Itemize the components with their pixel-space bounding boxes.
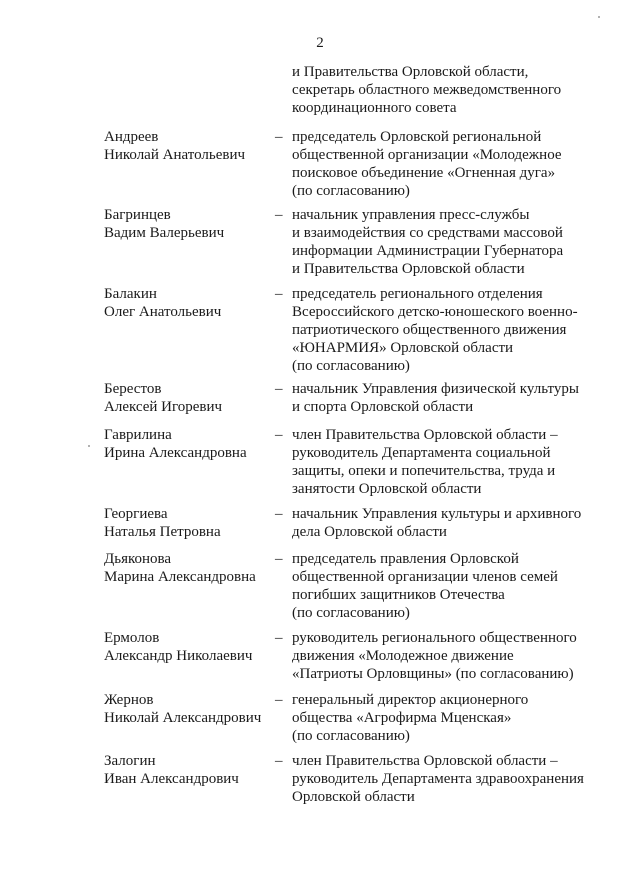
member-name [104,550,274,586]
member-name [104,206,274,242]
member-surname: Ермолов [104,630,160,646]
member-given-names: Ирина Александровна [104,445,247,461]
separator-dash: – [275,129,283,145]
member-given-names: Вадим Валерьевич [104,225,225,241]
position-line: председатель Орловской региональной [292,129,542,145]
member-name [104,380,274,416]
position-line: генеральный директор акционерного [292,692,529,708]
member-position [292,629,602,683]
scan-speck [88,445,90,447]
position-line: председатель регионального отделения [292,286,543,302]
member-position [292,426,602,498]
member-given-names: Алексей Игоревич [104,399,223,415]
member-name [104,629,274,665]
position-line: начальник Управления культуры и архивного [292,506,582,522]
separator-dash: – [275,506,283,522]
member-given-names: Олег Анатольевич [104,304,222,320]
member-name [104,752,274,788]
position-line: (по согласованию) [292,183,410,199]
separator-dash: – [275,753,283,769]
member-given-names: Марина Александровна [104,569,256,585]
member-surname: Георгиева [104,506,168,522]
member-surname: Жернов [104,692,154,708]
position-line: начальник управления пресс-службы [292,207,530,223]
position-line: «ЮНАРМИЯ» Орловской области [292,340,514,356]
separator-dash: – [275,427,283,443]
member-surname: Дьяконова [104,551,172,567]
member-position [292,550,602,622]
separator-dash: – [275,286,283,302]
member-position [292,285,602,375]
member-position [292,206,602,278]
position-line: председатель правления Орловской [292,551,519,567]
member-surname: Берестов [104,381,162,397]
position-line: и взаимодействия со средствами массовой [292,225,563,241]
position-line: (по согласованию) [292,605,410,621]
member-position [292,505,602,541]
page-number: 2 [316,35,324,51]
continued-line: координационного совета [292,100,457,116]
position-line: член Правительства Орловской области – [292,753,558,769]
position-line: руководитель Департамента здравоохранения [292,771,584,787]
position-line: общественной организации «Молодежное [292,147,562,163]
position-line: дела Орловской области [292,524,447,540]
position-line: и спорта Орловской области [292,399,474,415]
separator-dash: – [275,630,283,646]
position-line: (по согласованию) [292,358,410,374]
member-position [292,691,602,745]
position-line: (по согласованию) [292,728,410,744]
position-line: патриотического общественного движения [292,322,567,338]
continued-line: секретарь областного межведомственного [292,82,562,98]
member-position [292,752,602,806]
member-surname: Залогин [104,753,156,769]
member-given-names: Александр Николаевич [104,648,253,664]
member-position [292,380,602,416]
member-surname: Балакин [104,286,157,302]
member-name [104,691,274,727]
position-line: руководитель регионального общественного [292,630,577,646]
member-name [104,426,274,462]
member-position [292,128,602,200]
scan-speck [598,16,600,18]
continued-description [292,63,602,117]
member-given-names: Николай Александрович [104,710,262,726]
position-line: Всероссийского детско-юношеского военно- [292,304,578,320]
position-line: информации Администрации Губернатора [292,243,564,259]
member-given-names: Наталья Петровна [104,524,221,540]
member-name [104,285,274,321]
separator-dash: – [275,692,283,708]
separator-dash: – [275,381,283,397]
member-given-names: Иван Александрович [104,771,239,787]
position-line: Орловской области [292,789,415,805]
separator-dash: – [275,551,283,567]
position-line: погибших защитников Отечества [292,587,505,603]
position-line: «Патриоты Орловщины» (по согласованию) [292,666,574,682]
member-given-names: Николай Анатольевич [104,147,246,163]
continued-line: и Правительства Орловской области, [292,64,529,80]
member-surname: Андреев [104,129,159,145]
position-line: начальник Управления физической культуры [292,381,579,397]
member-surname: Гаврилина [104,427,172,443]
position-line: общественной организации членов семей [292,569,558,585]
position-line: член Правительства Орловской области – [292,427,558,443]
separator-dash: – [275,207,283,223]
position-line: занятости Орловской области [292,481,482,497]
member-name [104,128,274,164]
position-line: движения «Молодежное движение [292,648,514,664]
position-line: защиты, опеки и попечительства, труда и [292,463,556,479]
member-surname: Багринцев [104,207,171,223]
position-line: общества «Агрофирма Мценская» [292,710,512,726]
member-name [104,505,274,541]
position-line: поисковое объединение «Огненная дуга» [292,165,556,181]
position-line: и Правительства Орловской области [292,261,525,277]
position-line: руководитель Департамента социальной [292,445,551,461]
